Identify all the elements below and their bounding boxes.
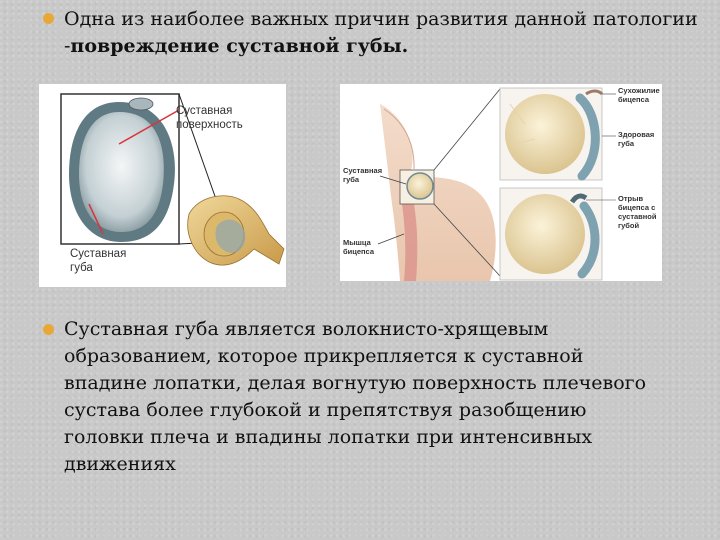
bullet-1-text-bold: повреждение суставной губы.: [70, 35, 409, 57]
labrum-diagram-image: [39, 84, 286, 287]
bullet-marker: [43, 13, 54, 24]
label-biceps-tear: Отрыв бицепса с суставной губой: [618, 194, 657, 230]
bullet-2-text: Суставная губа является волокнисто-хрящевым образованием, которое прикрепляется к суставной впадине лопатки, делая вогнутую поверхность плечевого сустава более глубокой и препятствуя разобщению головки плеча и впадины лопатки при интенсивных движениях: [64, 318, 647, 475]
bullet-1-text-regular: Одна из наиболее важных причин развития данной патологии -: [64, 8, 698, 57]
bullet-marker: [43, 324, 54, 335]
shoulder-tear-diagram: [340, 84, 662, 281]
shoulder-tear-diagram-image: [340, 84, 662, 281]
label-labrum: Суставная губа: [70, 248, 127, 274]
label-biceps-muscle: Мышца бицепса: [343, 238, 374, 256]
bullet-1-text: [64, 6, 704, 60]
label-articular-surface: Суставная поверхность: [176, 105, 243, 131]
label-labrum-small: Суставная губа: [343, 166, 383, 184]
label-biceps-tendon: Сухожилие бицепса: [618, 86, 660, 104]
label-healthy-labrum: Здоровая губа: [618, 130, 655, 148]
